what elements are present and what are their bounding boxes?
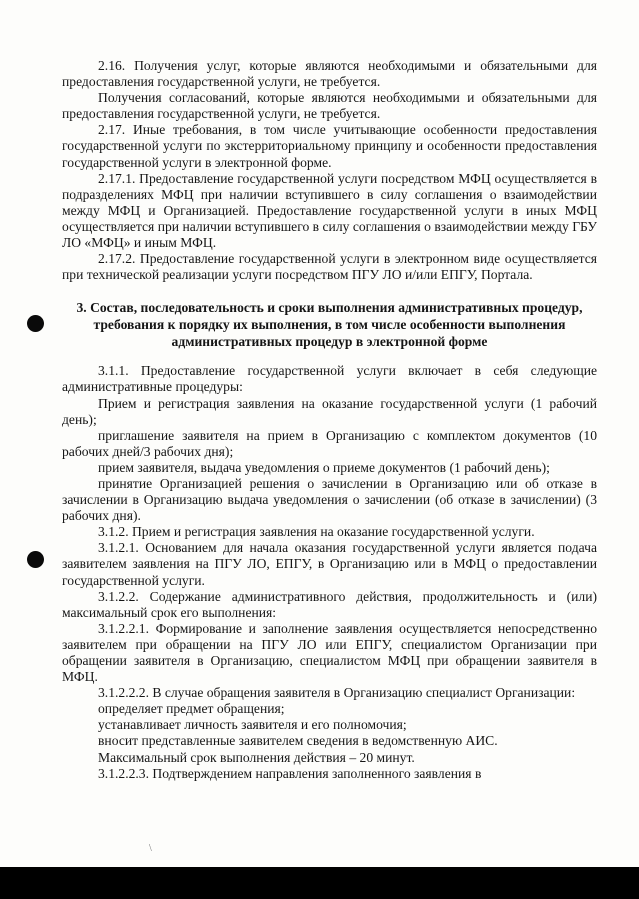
paragraph: 3.1.2.2.2. В случае обращения заявителя в Организацию специалист Организации: [98, 685, 576, 701]
paragraph: 2.17.1. Предоставление государственной услуги посредством МФЦ осуществляется в подразделениях МФЦ при наличии вступившего в силу соглашения о взаимодействии между МФЦ и Организацией. Предоставление государственной услуги в иных МФЦ осуществляется при наличии вступившего в силу соглашения о взаимодействии между ГБУ ЛО «МФЦ» и иным МФЦ. [62, 170, 597, 251]
paragraph: 3.1.2.2. Содержание административного действия, продолжительность и (или) максимальный срок его выполнения: [62, 588, 597, 620]
paragraph: принятие Организацией решения о зачислении в Организацию или об отказе в зачислении в Организацию выдача уведомления о зачислении (об отказе в зачислении) (3 рабочих дня). [62, 475, 597, 524]
paragraph: 3.1.2. Прием и регистрация заявления на оказание государственной услуги. [98, 524, 535, 540]
paragraph: 3.1.1. Предоставление государственной услуги включает в себя следующие административные процедуры: [62, 363, 597, 395]
paragraph: Максимальный срок выполнения действия – 20 минут. [98, 749, 415, 765]
paragraph: 3.1.2.1. Основанием для начала оказания государственной услуги является подача заявителем заявления на ПГУ ЛО, ЕПГУ, в Организацию или в МФЦ о предоставлении государственной услуги. [62, 540, 597, 588]
scan-mark: \ [149, 843, 152, 854]
paragraph: приглашение заявителя на прием в Организацию с комплектом документов (10 рабочих дней/3 рабочих дня); [62, 427, 597, 459]
paragraph: Прием и регистрация заявления на оказание государственной услуги (1 рабочий день); [62, 395, 597, 427]
section-heading: 3. Состав, последовательность и сроки выполнения административных процедур, требования к порядку их выполнения, в том числе особенности выполнения административных процедур в электронной форме [76, 300, 583, 350]
punch-hole-mark [27, 315, 44, 332]
paragraph: 2.17. Иные требования, в том числе учитывающие особенности предоставления государственной услуги по экстерриториальному принципу и особенности предоставления государственной услуги в электронной форме. [62, 122, 597, 170]
paragraph: устанавливает личность заявителя и его полномочия; [98, 717, 407, 733]
paragraph: 3.1.2.2.3. Подтверждением направления заполненного заявления в [98, 765, 482, 781]
paragraph: прием заявителя, выдача уведомления о приеме документов (1 рабочий день); [98, 459, 550, 475]
paragraph: определяет предмет обращения; [98, 701, 285, 717]
paragraph: 3.1.2.2.1. Формирование и заполнение заявления осуществляется непосредственно заявителем при обращении на ПГУ ЛО или ЕПГУ, специалистом Организации при обращении заявителя в Организацию, специалистом МФЦ при обращении заявителя в МФЦ. [62, 620, 597, 685]
scan-border-bar [0, 867, 639, 899]
document-body [62, 58, 597, 782]
paragraph: 2.16. Получения услуг, которые являются необходимыми и обязательными для предоставления государственной услуги, не требуется. [62, 58, 597, 90]
paragraph: вносит представленные заявителем сведения в ведомственную АИС. [98, 733, 498, 749]
paragraph: 2.17.2. Предоставление государственной услуги в электронном виде осуществляется при технической реализации услуги посредством ПГУ ЛО и/или ЕПГУ, Портала. [62, 251, 597, 283]
punch-hole-mark [27, 551, 44, 568]
paragraph: Получения согласований, которые являются необходимыми и обязательными для предоставления государственной услуги, не требуется. [62, 90, 597, 122]
